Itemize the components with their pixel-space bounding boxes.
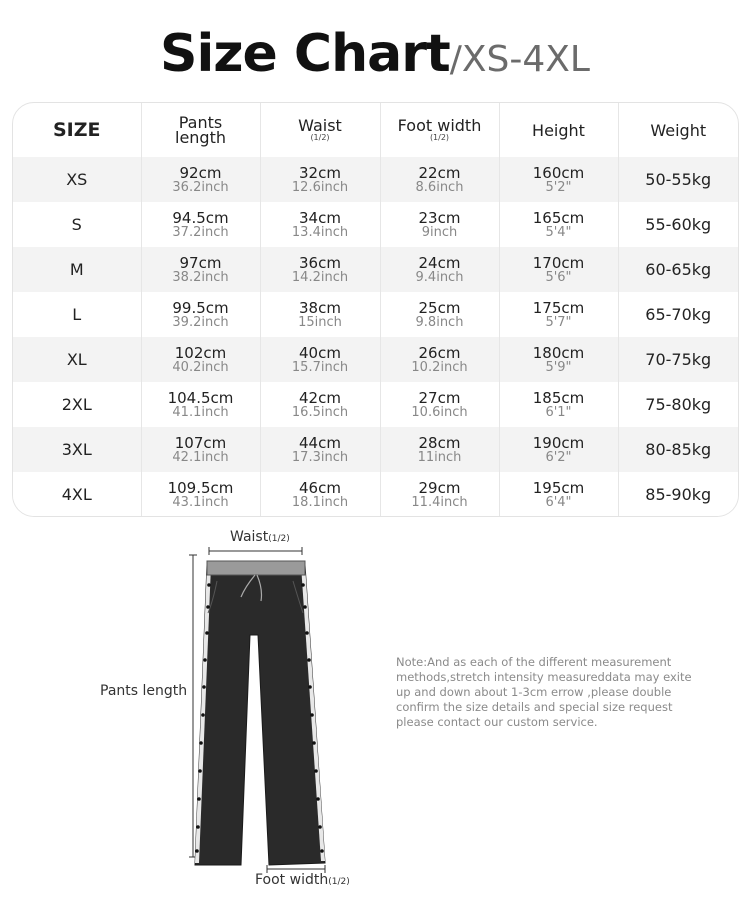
page-title [0, 24, 750, 84]
cell-pants-length [141, 292, 260, 337]
cell-height [499, 157, 618, 202]
cell-foot-width [380, 337, 499, 382]
header-pants-line1: Pants [178, 113, 223, 132]
cell-waist [260, 202, 380, 247]
cell-foot-width [380, 382, 499, 427]
waist-label: Waist(1/2) [230, 529, 290, 545]
foot-inch: 8.6inch [415, 179, 464, 195]
cell-height [499, 202, 618, 247]
cell-weight: 60-65kg [645, 260, 712, 279]
foot-inch: 9.8inch [415, 314, 464, 330]
height-ft: 5'6" [545, 269, 572, 285]
table-row [13, 337, 738, 382]
height-ft: 5'4" [545, 224, 572, 240]
title-main: Size Chart [160, 24, 450, 84]
table-header-row [13, 103, 738, 157]
cell-size: 2XL [13, 382, 141, 427]
cell-weight: 50-55kg [645, 170, 712, 189]
height-ft: 5'2" [545, 179, 572, 195]
waist-inch: 17.3inch [291, 449, 349, 465]
cell-pants-length [141, 472, 260, 517]
cell-foot-width [380, 472, 499, 517]
cell-weight: 85-90kg [645, 485, 712, 504]
header-foot-label: Foot width [397, 116, 482, 135]
cell-weight: 65-70kg [645, 305, 712, 324]
foot-inch: 11.4inch [411, 494, 468, 510]
cell-waist [260, 247, 380, 292]
foot-cm: 28cm [418, 433, 461, 452]
header-height: Height [499, 103, 618, 157]
foot-inch: 10.2inch [411, 359, 468, 375]
waist-cm: 44cm [299, 433, 341, 452]
cell-pants-length [141, 157, 260, 202]
pants-inch: 37.2inch [172, 224, 229, 240]
waist-cm: 36cm [299, 253, 341, 272]
height-cm: 190cm [532, 433, 585, 452]
pants-cm: 94.5cm [172, 208, 229, 227]
pants-inch: 38.2inch [172, 269, 229, 285]
cell-waist [260, 472, 380, 517]
waist-inch: 13.4inch [291, 224, 349, 240]
header-size: SIZE [13, 103, 141, 157]
cell-foot-width [380, 157, 499, 202]
pants-cm: 107cm [174, 433, 227, 452]
cell-foot-width [380, 202, 499, 247]
foot-inch: 9inch [421, 224, 458, 240]
waist-inch: 14.2inch [291, 269, 349, 285]
table-row [13, 292, 738, 337]
cell-height [499, 247, 618, 292]
pants-illustration [95, 525, 395, 905]
cell-pants-length [141, 382, 260, 427]
cell-size: XS [13, 157, 141, 202]
foot-cm: 23cm [418, 208, 461, 227]
waist-inch: 12.6inch [291, 179, 349, 195]
height-cm: 195cm [532, 478, 585, 497]
height-ft: 6'4" [545, 494, 572, 510]
foot-inch: 10.6inch [411, 404, 468, 420]
foot-cm: 22cm [418, 163, 461, 182]
waist-cm: 42cm [299, 388, 341, 407]
cell-foot-width [380, 292, 499, 337]
foot-width-label: Foot width(1/2) [255, 872, 350, 888]
cell-size: XL [13, 337, 141, 382]
height-cm: 160cm [532, 163, 585, 182]
header-waist-label: Waist [298, 116, 342, 135]
pants-inch: 36.2inch [172, 179, 229, 195]
foot-inch: 9.4inch [415, 269, 464, 285]
cell-foot-width [380, 247, 499, 292]
height-cm: 175cm [532, 298, 585, 317]
size-chart-table [12, 102, 739, 517]
header-foot-width [380, 103, 499, 157]
pants-cm: 97cm [179, 253, 222, 272]
cell-size: M [13, 247, 141, 292]
measurement-note: Note:And as each of the different measurement methods,stretch intensity measureddata may exite up and down about 1-3cm errow ,please double confirm the size details and special size request please contact our custom service. [396, 655, 692, 729]
cell-size: S [13, 202, 141, 247]
pants-cm: 99.5cm [172, 298, 229, 317]
cell-pants-length [141, 247, 260, 292]
table-row [13, 247, 738, 292]
cell-weight: 75-80kg [645, 395, 712, 414]
cell-size: L [13, 292, 141, 337]
cell-waist [260, 382, 380, 427]
waist-cm: 32cm [299, 163, 341, 182]
table-row [13, 157, 738, 202]
cell-pants-length [141, 337, 260, 382]
table-row [13, 427, 738, 472]
height-ft: 6'2" [545, 449, 572, 465]
header-foot-frac: (1/2) [429, 133, 450, 142]
pants-inch: 42.1inch [172, 449, 229, 465]
waist-cm: 38cm [299, 298, 341, 317]
pants-inch: 40.2inch [172, 359, 229, 375]
waist-inch: 18.1inch [291, 494, 349, 510]
cell-waist [260, 337, 380, 382]
waist-cm: 46cm [299, 478, 341, 497]
cell-height [499, 292, 618, 337]
cell-foot-width [380, 427, 499, 472]
pants-cm: 92cm [179, 163, 222, 182]
waist-inch: 15inch [298, 314, 342, 330]
height-ft: 5'7" [545, 314, 572, 330]
pants-diagram [95, 525, 395, 905]
waist-inch: 15.7inch [291, 359, 349, 375]
pants-cm: 102cm [174, 343, 227, 362]
pants-inch: 41.1inch [172, 404, 229, 420]
cell-weight: 70-75kg [645, 350, 712, 369]
foot-cm: 27cm [418, 388, 461, 407]
waist-cm: 34cm [299, 208, 341, 227]
header-pants-length [141, 103, 260, 157]
pants-inch: 39.2inch [172, 314, 229, 330]
cell-height [499, 472, 618, 517]
header-waist-frac: (1/2) [310, 133, 330, 142]
foot-inch: 11inch [417, 449, 462, 465]
pants-inch: 43.1inch [172, 494, 229, 510]
pants-cm: 104.5cm [167, 388, 234, 407]
title-range: /XS-4XL [449, 39, 590, 80]
waist-inch: 16.5inch [291, 404, 349, 420]
height-ft: 6'1" [545, 404, 572, 420]
pants-cm: 109.5cm [167, 478, 234, 497]
table-row [13, 382, 738, 427]
cell-waist [260, 427, 380, 472]
cell-pants-length [141, 427, 260, 472]
cell-height [499, 382, 618, 427]
height-cm: 180cm [532, 343, 585, 362]
waist-cm: 40cm [299, 343, 341, 362]
cell-height [499, 337, 618, 382]
cell-size: 3XL [13, 427, 141, 472]
cell-weight: 55-60kg [645, 215, 712, 234]
cell-waist [260, 157, 380, 202]
foot-cm: 24cm [418, 253, 461, 272]
cell-size: 4XL [13, 472, 141, 517]
foot-cm: 29cm [418, 478, 461, 497]
table-row [13, 472, 738, 517]
foot-cm: 25cm [418, 298, 461, 317]
height-cm: 165cm [532, 208, 585, 227]
pants-length-label: Pants length [100, 683, 188, 699]
cell-weight: 80-85kg [645, 440, 712, 459]
cell-height [499, 427, 618, 472]
height-cm: 185cm [532, 388, 585, 407]
foot-cm: 26cm [418, 343, 461, 362]
height-ft: 5'9" [545, 359, 572, 375]
cell-waist [260, 292, 380, 337]
table-row [13, 202, 738, 247]
cell-pants-length [141, 202, 260, 247]
header-waist [260, 103, 380, 157]
header-pants-line2: length [175, 128, 226, 147]
height-cm: 170cm [532, 253, 585, 272]
header-weight: Weight [650, 120, 707, 140]
